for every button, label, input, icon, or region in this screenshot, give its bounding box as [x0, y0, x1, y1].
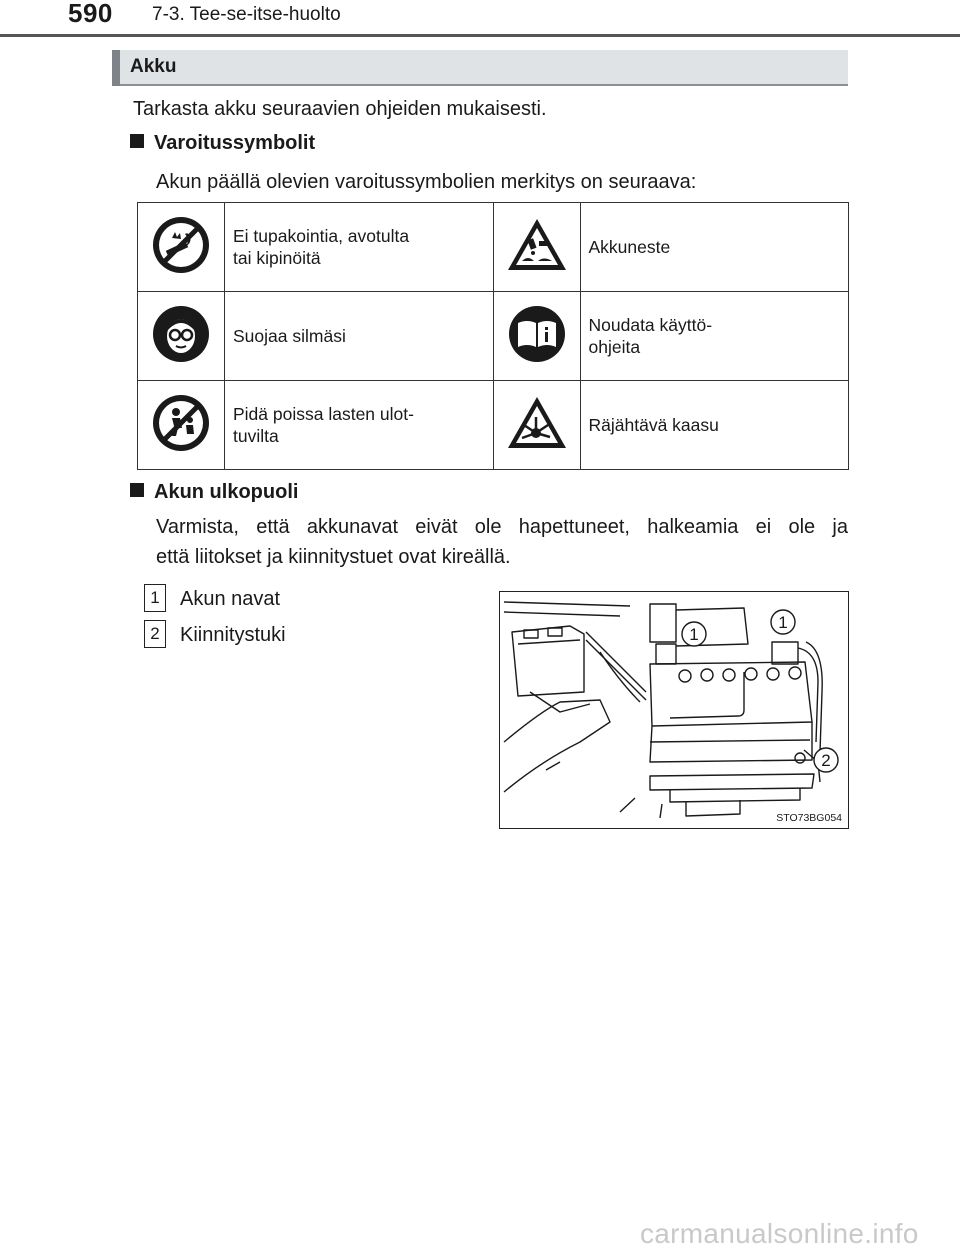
battery-illustration	[499, 591, 849, 829]
intro-text: Tarkasta akku seuraavien ohjeiden mukaisesti.	[133, 98, 547, 120]
list-item	[144, 584, 280, 614]
section-title: Akku	[130, 56, 177, 77]
exterior-heading: Akun ulkopuoli	[130, 481, 298, 504]
table-row	[138, 203, 849, 292]
bullet-square-icon	[130, 483, 144, 497]
callout-1a: 1	[689, 625, 699, 644]
chapter-title: 7-3. Tee-se-itse-huolto	[152, 4, 341, 25]
corrosive-acid-icon	[493, 203, 580, 292]
exterior-text-line2: että liitokset ja kiinnitystuet ovat kireällä.	[156, 546, 511, 568]
bullet-square-icon	[130, 134, 144, 148]
list-item	[144, 620, 286, 650]
explosive-gas-icon	[493, 381, 580, 470]
warnings-text: Akun päällä olevien varoitussymbolien merkitys on seuraava:	[156, 171, 697, 193]
exterior-text-line1: Varmista, että akkunavat eivät ole hapettuneet, halkeamia ei ole ja	[156, 516, 848, 538]
symbol-desc-children: Pidä poissa lasten ulot- tuvilta	[225, 381, 494, 470]
table-row	[138, 381, 849, 470]
list-item-label: Kiinnitystuki	[180, 624, 286, 646]
symbol-desc-no-flame: Ei tupakointia, avotulta tai kipinöitä	[225, 203, 494, 292]
callout-number-1: 1	[144, 584, 166, 612]
section-bar	[112, 50, 848, 86]
warning-symbols-table	[137, 202, 849, 470]
callout-number-2: 2	[144, 620, 166, 648]
callout-1b: 1	[778, 613, 788, 632]
eye-protection-icon	[138, 292, 225, 381]
keep-away-children-icon	[138, 381, 225, 470]
figure-code: STO73BG054	[776, 812, 842, 824]
list-item-label: Akun navat	[180, 588, 281, 610]
symbol-desc-explosive: Räjähtävä kaasu	[580, 381, 849, 470]
table-row	[138, 292, 849, 381]
symbol-desc-acid: Akkuneste	[580, 203, 849, 292]
header-rule	[0, 34, 960, 37]
section-bar-tab	[112, 50, 120, 86]
callout-2: 2	[821, 751, 831, 770]
no-smoking-flame-icon	[138, 203, 225, 292]
page-number: 590	[68, 0, 113, 28]
read-manual-icon	[493, 292, 580, 381]
watermark: carmanualsonline.info	[640, 1218, 919, 1249]
warnings-heading: Varoitussymbolit	[130, 132, 315, 155]
symbol-desc-manual: Noudata käyttö- ohjeita	[580, 292, 849, 381]
symbol-desc-eye: Suojaa silmäsi	[225, 292, 494, 381]
